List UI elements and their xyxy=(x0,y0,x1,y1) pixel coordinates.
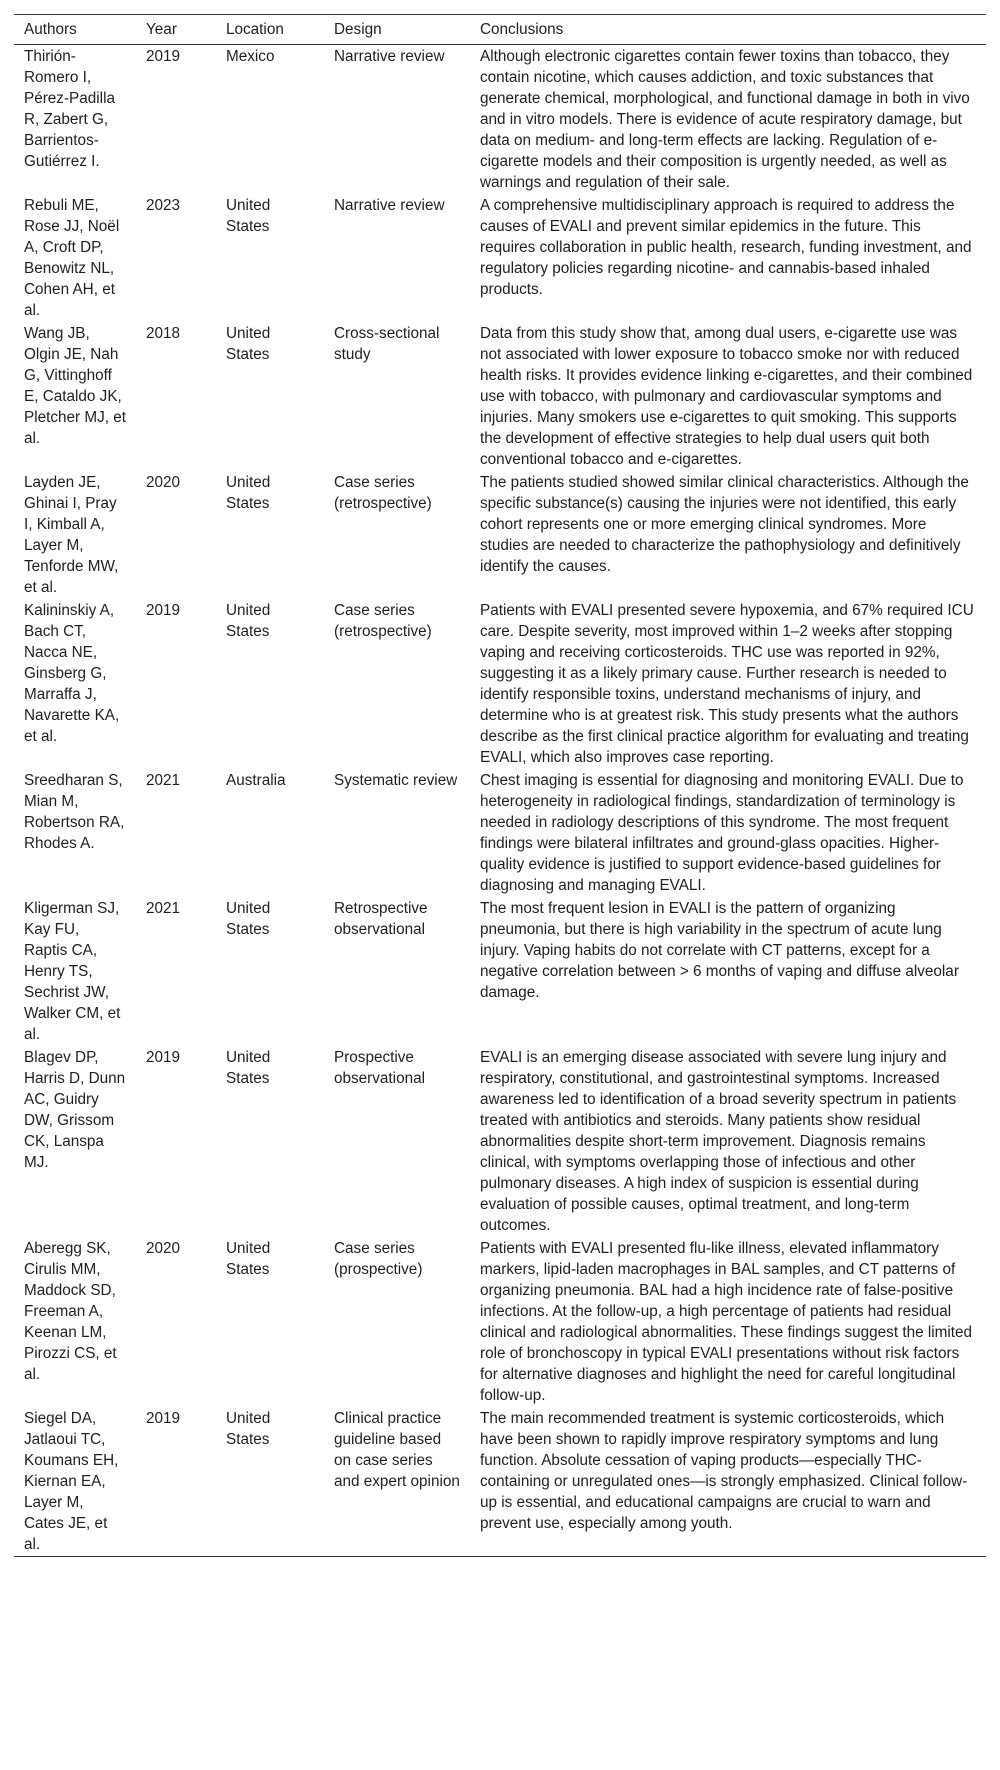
cell-conclusions: Patients with EVALI presented severe hypoxemia, and 67% required ICU care. Despite severity, most improved within 1–2 weeks after stopping vaping and receiving corticosteroids. THC use was reported in 92%, suggesting it as a likely primary cause. Further research is needed to identify responsible toxins, understand mechanisms of injury, and determine who is at greatest risk. This study presents what the authors describe as the first clinical practice algorithm for evaluating and treating EVALI, which also improves case reporting. xyxy=(480,602,974,766)
cell-location: United States xyxy=(226,602,271,640)
cell-design: Narrative review xyxy=(334,48,445,65)
table-row xyxy=(14,1407,986,1557)
cell-design: Narrative review xyxy=(334,197,445,214)
cell-conclusions: A comprehensive multidisciplinary approach is required to address the causes of EVALI and prevent similar epidemics in the future. This requires collaboration in public health, research, funding investment, and regulatory policies regarding nicotine- and cannabis-based inhaled products. xyxy=(480,197,972,298)
cell-authors: Blagev DP, Harris D, Dunn AC, Guidry DW, Grissom CK, Lanspa MJ. xyxy=(24,1049,126,1171)
cell-year: 2021 xyxy=(146,900,181,917)
cell-design: Case series (retrospective) xyxy=(334,474,432,512)
table-row xyxy=(14,1046,986,1237)
table-row xyxy=(14,194,986,322)
cell-authors: Wang JB, Olgin JE, Nah G, Vittinghoff E, Cataldo JK, Pletcher MJ, et al. xyxy=(24,325,127,447)
cell-authors: Kligerman SJ, Kay FU, Raptis CA, Henry TS, Sechrist JW, Walker CM, et al. xyxy=(24,900,121,1043)
cell-conclusions: Although electronic cigarettes contain fewer toxins than tobacco, they contain nicotine, which causes addiction, and toxic substances that generate chemical, morphological, and functional damage in both in vivo and in vitro models. There is evidence of acute respiratory damage, but data on medium- and long-term effects are lacking. Regulation of e-cigarette models and their composition is urgently needed, as well as warnings and regulation of their sale. xyxy=(480,48,970,191)
cell-year: 2023 xyxy=(146,197,181,214)
cell-authors: Siegel DA, Jatlaoui TC, Koumans EH, Kiernan EA, Layer M, Cates JE, et al. xyxy=(24,1410,119,1553)
cell-authors: Kalininskiy A, Bach CT, Nacca NE, Ginsberg G, Marraffa J, Navarette KA, et al. xyxy=(24,602,120,745)
cell-conclusions: The main recommended treatment is systemic corticosteroids, which have been shown to rapidly improve respiratory symptoms and lung function. Absolute cessation of vaping products—especially THC-containing or unregulated ones—is strongly emphasized. Clinical follow-up is essential, and educational campaigns are crucial to warn and prevent use, especially among youth. xyxy=(480,1410,968,1532)
cell-design: Clinical practice guideline based on case series and expert opinion xyxy=(334,1410,460,1490)
table-row xyxy=(14,1237,986,1407)
cell-conclusions: Patients with EVALI presented flu-like illness, elevated inflammatory markers, lipid-laden macrophages in BAL samples, and CT patterns of organizing pneumonia. BAL had a high incidence rate of false-positive infections. At the follow-up, a high percentage of patients had residual clinical and radiological abnormalities. These findings suggest the limited role of bronchoscopy in typical EVALI presentations without risk factors for alternative diagnoses and highlight the need for careful longitudinal follow-up. xyxy=(480,1240,973,1404)
cell-authors: Sreedharan S, Mian M, Robertson RA, Rhodes A. xyxy=(24,772,125,852)
cell-year: 2019 xyxy=(146,48,181,65)
cell-design: Retrospective observational xyxy=(334,900,428,938)
cell-location: United States xyxy=(226,197,271,235)
cell-year: 2020 xyxy=(146,1240,181,1257)
table-row xyxy=(14,471,986,599)
cell-location: United States xyxy=(226,474,271,512)
cell-authors: Aberegg SK, Cirulis MM, Maddock SD, Freeman A, Keenan LM, Pirozzi CS, et al. xyxy=(24,1240,117,1383)
cell-year: 2020 xyxy=(146,474,181,491)
cell-conclusions: Data from this study show that, among dual users, e-cigarette use was not associated with lower exposure to tobacco smoke nor with reduced health risks. It provides evidence linking e-cigarettes, and their combined use with tobacco, with pulmonary and cardiovascular symptoms and injuries. Many smokers use e-cigarettes to quit smoking. This supports the development of effective strategies to help dual users quit both conventional tobacco and e-cigarettes. xyxy=(480,325,973,468)
header-design: Design xyxy=(334,21,382,38)
cell-year: 2019 xyxy=(146,602,181,619)
cell-location: United States xyxy=(226,1410,271,1448)
cell-design: Prospective observational xyxy=(334,1049,425,1087)
header-year: Year xyxy=(146,21,177,38)
cell-authors: Thirión-Romero I, Pérez-Padilla R, Zabert G, Barrientos-Gutiérrez I. xyxy=(24,48,115,170)
cell-year: 2018 xyxy=(146,325,181,342)
cell-design: Systematic review xyxy=(334,772,458,789)
table-header-row xyxy=(14,15,986,45)
table-row xyxy=(14,322,986,471)
cell-location: United States xyxy=(226,1240,271,1278)
cell-conclusions: Chest imaging is essential for diagnosing and monitoring EVALI. Due to heterogeneity in radiological findings, standardization of terminology is needed in radiology descriptions of this syndrome. The most frequent findings were bilateral infiltrates and ground-glass opacities. Higher-quality evidence is justified to support evidence-based guidelines for diagnosing and managing EVALI. xyxy=(480,772,964,894)
cell-design: Case series (retrospective) xyxy=(334,602,432,640)
cell-location: Australia xyxy=(226,772,286,789)
cell-location: United States xyxy=(226,1049,271,1087)
table-row xyxy=(14,45,986,195)
cell-design: Cross-sectional study xyxy=(334,325,440,363)
cell-conclusions: EVALI is an emerging disease associated with severe lung injury and respiratory, constitutional, and gastrointestinal symptoms. Increased awareness led to identification of a broad severity spectrum in patients treated with antibiotics and steroids. Many patients show residual abnormalities despite short-term improvement. Diagnosis remains clinical, with symptoms overlapping those of infectious and other pulmonary diseases. A high index of suspicion is essential during evaluation of possible causes, optimal treatment, and long-term outcomes. xyxy=(480,1049,957,1234)
table-row xyxy=(14,599,986,769)
cell-location: United States xyxy=(226,900,271,938)
header-location: Location xyxy=(226,21,284,38)
cell-conclusions: The most frequent lesion in EVALI is the pattern of organizing pneumonia, but there is high variability in the spectrum of acute lung injury. Vaping habits do not correlate with CT patterns, except for a negative correlation between > 6 months of vaping and diffuse alveolar damage. xyxy=(480,900,959,1001)
header-authors: Authors xyxy=(24,21,77,38)
table-row xyxy=(14,897,986,1046)
cell-year: 2019 xyxy=(146,1410,181,1427)
cell-year: 2021 xyxy=(146,772,181,789)
cell-conclusions: The patients studied showed similar clinical characteristics. Although the specific substance(s) causing the injuries were not identified, this early cohort represents one or more emerging clinical syndromes. More studies are needed to characterize the pathophysiology and definitively identify the causes. xyxy=(480,474,969,575)
cell-year: 2019 xyxy=(146,1049,181,1066)
studies-table xyxy=(14,14,986,1557)
cell-location: Mexico xyxy=(226,48,275,65)
table-row xyxy=(14,769,986,897)
header-conclusions: Conclusions xyxy=(480,21,564,38)
cell-design: Case series (prospective) xyxy=(334,1240,423,1278)
cell-authors: Rebuli ME, Rose JJ, Noël A, Croft DP, Benowitz NL, Cohen AH, et al. xyxy=(24,197,120,319)
cell-authors: Layden JE, Ghinai I, Pray I, Kimball A, Layer M, Tenforde MW, et al. xyxy=(24,474,119,596)
cell-location: United States xyxy=(226,325,271,363)
